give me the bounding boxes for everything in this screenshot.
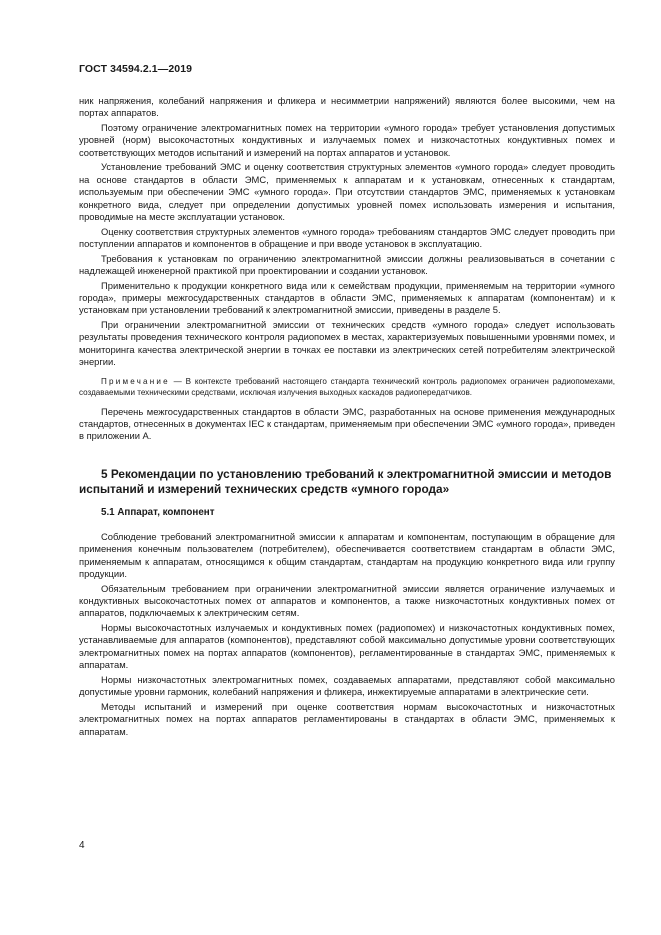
paragraph-continuation: ник напряжения, колебаний напряжения и фликера и несимметрии напряжений) являются более высокими, чем на портах аппаратов. [79,95,615,119]
paragraph: Обязательным требованием при ограничении электромагнитной эмиссии является ограничение излучаемых и кондуктивных высокочастотных помех от аппаратов и компонентов, а также низкочастотных кондуктивных помех от аппаратов, подключаемых к электрическим сетям. [79,582,615,619]
note-label: Примечание [101,376,170,386]
paragraph: Соблюдение требований электромагнитной эмиссии к аппаратам и компонентам, поступающим в обращение для применения конечным пользователем (потребителем), обеспечивается соответствием стандартам в области ЭМС, применяемым к аппаратам, относящимся к общим стандартам, стандартам на продукцию конкретного вида или группу продукции. [79,530,615,579]
page-number: 4 [79,840,85,851]
subsection-5-1-title: 5.1 Аппарат, компонент [101,507,215,519]
page-content [79,95,615,740]
paragraph: Методы испытаний и измерений при оценке соответствия нормам высокочастотных и низкочастотных электромагнитных помех на портах аппаратов регламентированы в стандартах в области ЭМС, применяемых к аппаратам. [79,700,615,737]
paragraph: Перечень межгосударственных стандартов в области ЭМС, разработанных на основе применения международных стандартов, отнесенных в документах IEC к стандартам, применяемым при обеспечении ЭМС «умного города», приведен в приложении А. [79,405,615,442]
paragraph: Оценку соответствия структурных элементов «умного города» требованиям стандартов ЭМС следует проводить при поступлении аппаратов и компонентов в обращение и при вводе установок в эксплуатацию. [79,225,615,250]
paragraph: Нормы низкочастотных электромагнитных помех, создаваемых аппаратами, представляют собой максимально допустимые уровни гармоник, колебаний напряжения и фликера, инжектируемые аппаратами в электрические сети. [79,673,615,698]
paragraph: При ограничении электромагнитной эмиссии от технических средств «умного города» следует использовать результаты проведения технического контроля радиопомех в местах, характеризуемых повышенными уровнями помех, и мониторинга качества электрической энергии в точках ее поставки из электрических сетей потребителям электрической энергии. [79,319,615,368]
paragraph: Поэтому ограничение электромагнитных помех на территории «умного города» требует установления допустимых уровней (норм) высокочастотных кондуктивных и излучаемых помех и низкочастотных кондуктивных помех и соответствующих методов испытаний и измерений на портах аппаратов и установок. [79,122,615,158]
section-5-title: 5 Рекомендации по установлению требований к электромагнитной эмиссии и методов испытаний и измерений технических средств «умного города» [79,466,612,497]
note-text: — В контексте требований настоящего стандарта технический контроль радиопомех ограничен радиопомехами, создаваемыми техническими средствами, исключая излучения выходных каскадов радиопередатчиков. [79,376,615,397]
note [79,376,615,398]
paragraph: Установление требований ЭМС и оценку соответствия структурных элементов «умного города» следует проводить на основе стандартов в области ЭМС, применяемых к аппаратам и к установкам, отнесенных к стандартам, используемым при обеспечении ЭМС «умного города». При отсутствии стандартов ЭМС, применяемых к установкам конкретного вида, следует при определении допустимых уровней помех использовать измерения и испытания, проводимые на месте эксплуатации установок. [79,161,615,223]
paragraph: Требования к установкам по ограничению электромагнитной эмиссии должны реализовываться в сочетании с надлежащей инженерной практикой при проектировании и создании установок. [79,252,615,277]
paragraph: Применительно к продукции конкретного вида или к семействам продукции, применяемым на территории «умного города», примеры межгосударственных стандартов в области ЭМС, применяемых к аппаратам (компонентам) и к установкам при установлении требований к электромагнитной эмиссии, приведены в разделе 5. [79,279,615,316]
paragraph: Нормы высокочастотных излучаемых и кондуктивных помех (радиопомех) и низкочастотных кондуктивных помех, устанавливаемые для аппаратов (компонентов), представляют собой максимально допустимые уровни соответствующих электромагнитных помех на портах аппаратов (компонентов), регламентированные в стандартах ЭМС, применяемых к аппаратам. [79,621,615,671]
standard-code-header: ГОСТ 34594.2.1—2019 [79,63,193,75]
